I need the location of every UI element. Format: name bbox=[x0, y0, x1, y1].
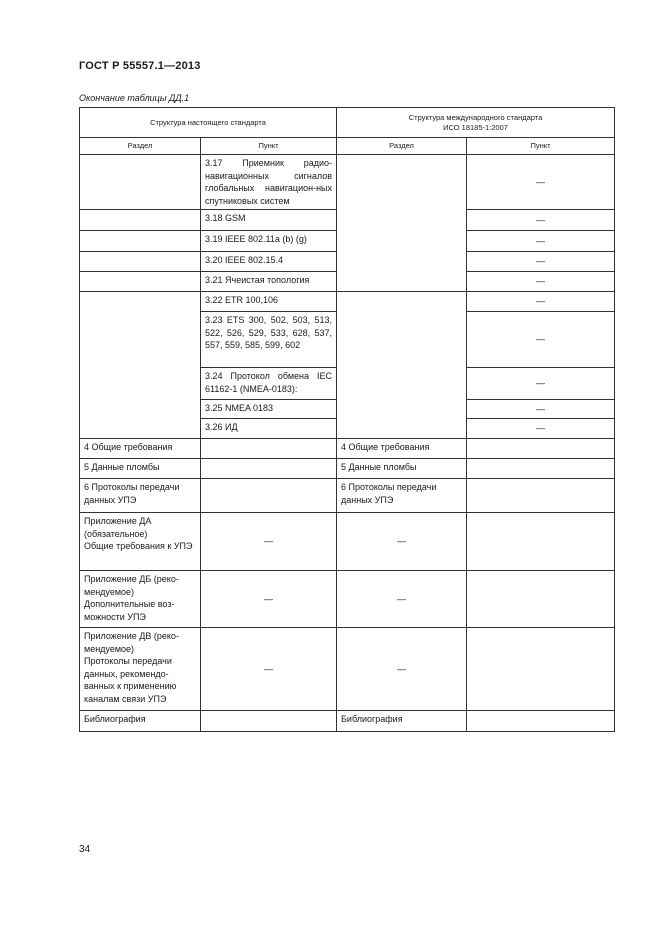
dash-cell: — bbox=[337, 628, 467, 711]
dash-cell: — bbox=[467, 231, 615, 252]
intl-structure-header: Структура международного стандарта ИСО 18185-1:2007 bbox=[337, 108, 615, 138]
table-cell bbox=[80, 272, 201, 292]
table-cell bbox=[467, 439, 615, 459]
item-cell: 3.18 GSM bbox=[201, 210, 337, 231]
item-cell: 3.26 ИД bbox=[201, 419, 337, 439]
page-number: 34 bbox=[79, 844, 91, 855]
section-cell: Приложение ДА (обязательное) Общие требования к УПЭ bbox=[80, 513, 201, 571]
section-header-intl: Раздел bbox=[337, 138, 467, 155]
table-cell bbox=[467, 711, 615, 732]
dash-cell: — bbox=[467, 368, 615, 400]
section-cell: 5 Данные пломбы bbox=[337, 459, 467, 479]
table-cell bbox=[80, 231, 201, 252]
section-cell: Библиография bbox=[337, 711, 467, 732]
document-header: ГОСТ Р 55557.1—2013 bbox=[79, 60, 201, 72]
table-cell bbox=[80, 292, 201, 439]
dash-cell: — bbox=[467, 400, 615, 419]
item-cell: 3.19 IEEE 802.11a (b) (g) bbox=[201, 231, 337, 252]
section-cell: Библиография bbox=[80, 711, 201, 732]
table-caption: Окончание таблицы ДД.1 bbox=[79, 93, 190, 103]
section-cell: 4 Общие требования bbox=[80, 439, 201, 459]
table-cell bbox=[201, 459, 337, 479]
dash-cell: — bbox=[337, 513, 467, 571]
dash-cell: — bbox=[467, 419, 615, 439]
table-cell bbox=[201, 479, 337, 513]
section-cell: Приложение ДВ (реко-мендуемое) Протоколы передачи данных, рекомендо-ванных к применению каналам связи УПЭ bbox=[80, 628, 201, 711]
item-cell: 3.20 IEEE 802.15.4 bbox=[201, 252, 337, 272]
table-cell bbox=[467, 479, 615, 513]
item-header-intl: Пункт bbox=[467, 138, 615, 155]
dash-cell: — bbox=[467, 155, 615, 210]
item-cell: 3.24 Протокол обмена IEC 61162-1 (NMEA-0183): bbox=[201, 368, 337, 400]
section-cell: 5 Данные пломбы bbox=[80, 459, 201, 479]
dash-cell: — bbox=[467, 292, 615, 312]
dash-cell: — bbox=[201, 513, 337, 571]
table-cell bbox=[337, 292, 467, 439]
table-cell bbox=[80, 210, 201, 231]
table-cell bbox=[467, 628, 615, 711]
dash-cell: — bbox=[201, 571, 337, 628]
section-header: Раздел bbox=[80, 138, 201, 155]
item-cell: 3.25 NMEA 0183 bbox=[201, 400, 337, 419]
dash-cell: — bbox=[467, 272, 615, 292]
item-cell: 3.22 ETR 100,106 bbox=[201, 292, 337, 312]
own-structure-header: Структура настоящего стандарта bbox=[80, 108, 337, 138]
table-cell bbox=[467, 459, 615, 479]
dash-cell: — bbox=[467, 252, 615, 272]
correspondence-table bbox=[79, 107, 615, 732]
dash-cell: — bbox=[467, 312, 615, 368]
dash-cell: — bbox=[201, 628, 337, 711]
section-cell: 4 Общие требования bbox=[337, 439, 467, 459]
table-cell bbox=[80, 252, 201, 272]
section-cell: 6 Протоколы передачи данных УПЭ bbox=[80, 479, 201, 513]
section-cell: Приложение ДБ (реко-мендуемое) Дополнительные воз-можности УПЭ bbox=[80, 571, 201, 628]
item-cell: 3.23 ETS 300, 502, 503, 513, 522, 526, 529, 533, 628, 537, 557, 559, 585, 599, 602 bbox=[201, 312, 337, 368]
table-cell bbox=[201, 439, 337, 459]
dash-cell: — bbox=[467, 210, 615, 231]
item-cell: 3.17 Приемник радио-навигационных сигналов глобальных навигацион-ных спутниковых систем bbox=[201, 155, 337, 210]
dash-cell: — bbox=[337, 571, 467, 628]
table-cell bbox=[467, 513, 615, 571]
table-cell bbox=[467, 571, 615, 628]
section-cell: 6 Протоколы передачи данных УПЭ bbox=[337, 479, 467, 513]
table-cell bbox=[337, 155, 467, 292]
item-header: Пункт bbox=[201, 138, 337, 155]
table-cell bbox=[201, 711, 337, 732]
item-cell: 3.21 Ячеистая топология bbox=[201, 272, 337, 292]
table-cell bbox=[80, 155, 201, 210]
